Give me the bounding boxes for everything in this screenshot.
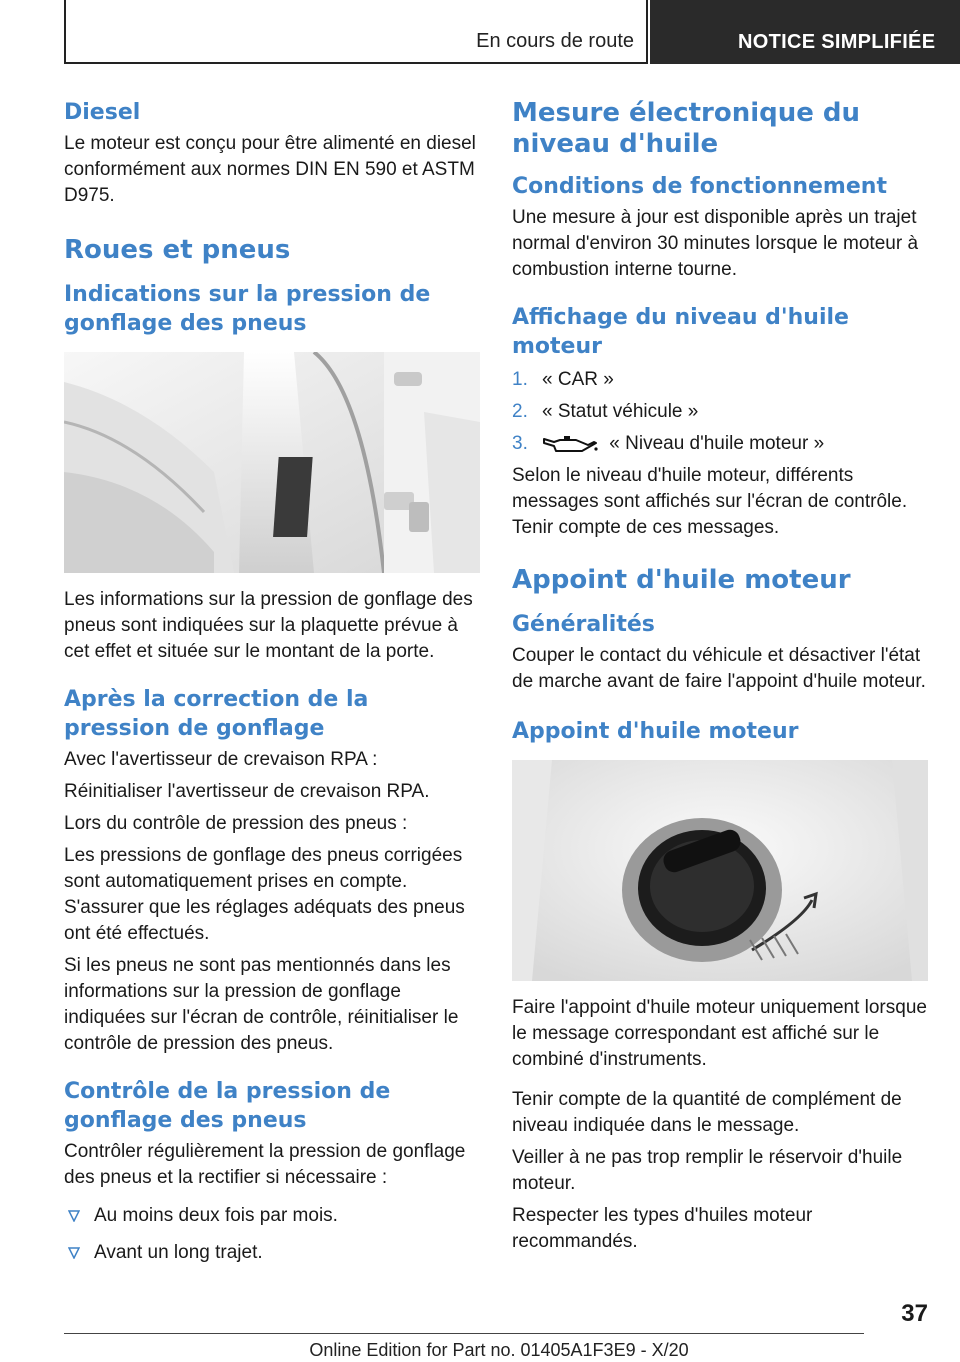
apres-p5: Si les pneus ne sont pas mentionnés dans les informations sur la pression de gonflage indiquées sur l'écran de contrôle, réinitialiser le contrôle de pression des pneus. (64, 955, 459, 1054)
left-column (64, 98, 482, 1277)
controle-title: Contrôle de la pression de gonflage des pneus (64, 1079, 391, 1133)
apres-p2: Réinitialiser l'avertisseur de crevaison RPA. (64, 781, 430, 802)
controle-bullet-list (64, 1203, 482, 1266)
list-item (512, 431, 930, 457)
door-pillar-illustration (64, 352, 480, 573)
step-number: 3. (512, 433, 528, 454)
bullet-text: Avant un long trajet. (94, 1242, 263, 1263)
right-column (512, 98, 930, 1255)
diesel-title: Diesel (64, 100, 141, 125)
oil-can-icon (542, 434, 598, 454)
appoint-big-title: Appoint d'huile moteur (512, 565, 851, 595)
appoint-title: Appoint d'huile moteur (512, 719, 799, 744)
conditions-title: Conditions de fonctionnement (512, 174, 887, 199)
apres-p3: Lors du contrôle de pression des pneus : (64, 813, 408, 834)
affichage-steps (512, 367, 930, 457)
page-number: 37 (901, 1300, 928, 1327)
footer-divider (64, 1333, 864, 1334)
header-chapter: En cours de route (476, 30, 634, 52)
appoint-p1: Faire l'appoint d'huile moteur uniquement lorsque le message correspondant est affiché sur le combiné d'instruments. (512, 997, 927, 1070)
indications-title: Indications sur la pression de gonflage des pneus (64, 282, 431, 336)
appoint-p4: Respecter les types d'huiles moteur recommandés. (512, 1205, 813, 1252)
conditions-text: Une mesure à jour est disponible après un trajet normal d'environ 30 minutes lorsque le moteur à combustion interne tourne. (512, 207, 919, 280)
triangle-bullet-icon (68, 1210, 80, 1222)
step-text: « Statut véhicule » (542, 401, 699, 422)
affichage-text: Selon le niveau d'huile moteur, différents messages sont affichés sur l'écran de contrôle. Tenir compte de ces messages. (512, 465, 908, 538)
appoint-p2: Tenir compte de la quantité de complément de niveau indiquée dans le message. (512, 1089, 902, 1136)
step-number: 2. (512, 401, 528, 422)
bullet-text: Au moins deux fois par mois. (94, 1205, 338, 1226)
header-section-tab (650, 0, 960, 64)
list-item (64, 1240, 482, 1266)
header-section-label: NOTICE SIMPLIFIÉE (738, 31, 936, 53)
list-item (512, 399, 930, 425)
generalites-text: Couper le contact du véhicule et désactiver l'état de marche avant de faire l'appoint d'huile moteur. (512, 645, 926, 692)
apres-p1: Avec l'avertisseur de crevaison RPA : (64, 749, 378, 770)
affichage-title: Affichage du niveau d'huile moteur (512, 305, 849, 359)
footer-edition: Online Edition for Part no. 01405A1F3E9 - X/20 (309, 1340, 689, 1360)
triangle-bullet-icon (68, 1247, 80, 1259)
apres-title: Après la correction de la pression de gonflage (64, 687, 369, 741)
controle-text: Contrôler régulièrement la pression de gonflage des pneus et la rectifier si nécessaire : (64, 1141, 466, 1188)
list-item (512, 367, 930, 393)
indications-text: Les informations sur la pression de gonflage des pneus sont indiquées sur la plaquette prévue à cet effet et située sur le montant de la porte. (64, 589, 473, 662)
oil-filler-cap-illustration (512, 760, 928, 981)
generalites-title: Généralités (512, 612, 655, 637)
roues-title: Roues et pneus (64, 235, 291, 265)
step-text: « Niveau d'huile moteur » (609, 433, 825, 454)
appoint-p3: Veiller à ne pas trop remplir le réservoir d'huile moteur. (512, 1147, 903, 1194)
mesure-title: Mesure électronique du niveau d'huile (512, 98, 861, 159)
apres-p4: Les pressions de gonflage des pneus corrigées sont automatiquement prises en compte. S'assurer que les réglages adéquats des pneus ont été effectués. (64, 845, 465, 944)
list-item (64, 1203, 482, 1229)
diesel-text: Le moteur est conçu pour être alimenté en diesel conformément aux normes DIN EN 590 et ASTM D975. (64, 133, 476, 206)
step-text: « CAR » (542, 369, 614, 390)
step-number: 1. (512, 369, 528, 390)
